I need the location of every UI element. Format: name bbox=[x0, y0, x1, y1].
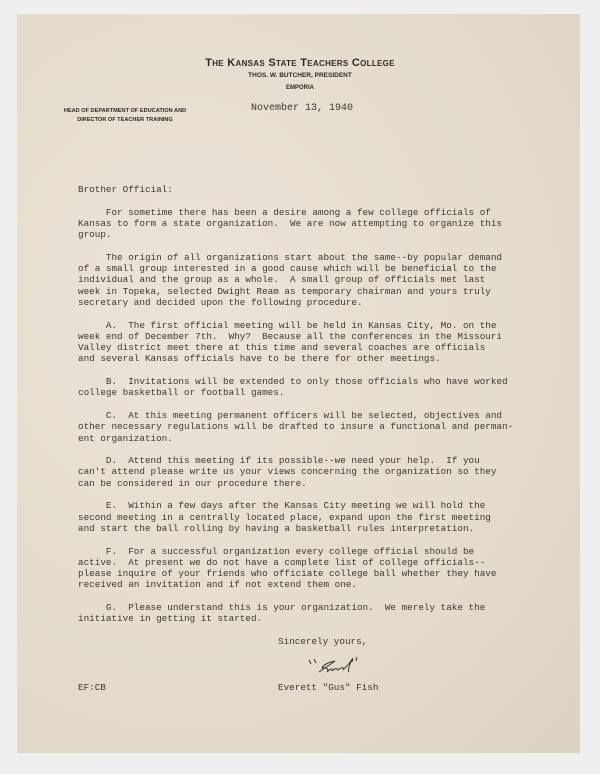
letter-date: November 13, 1940 bbox=[251, 103, 354, 114]
paragraph-line: received an invitation and if not extend them one. bbox=[78, 579, 357, 591]
paragraph-line: other necessary regulations will be drafted to insure a functional and perman- bbox=[78, 421, 514, 433]
paragraph-line: active. At present we do not have a complete list of college officials-- bbox=[78, 556, 486, 568]
paragraph-line: secretary and decided upon the following procedure. bbox=[78, 296, 363, 308]
paragraph-line: Valley district meet there at this time and several coaches are officials bbox=[78, 342, 486, 354]
paragraph-line: week end of December 7th. Why? Because all the conferences in the Missouri bbox=[78, 330, 503, 342]
letter-body bbox=[78, 184, 513, 625]
letterhead-department-line2: DIRECTOR OF TEACHER TRAINING bbox=[77, 117, 173, 123]
letterhead-department-line1: HEAD OF DEPARTMENT OF EDUCATION AND bbox=[63, 108, 187, 114]
closing: Sincerely yours, bbox=[278, 636, 368, 647]
paragraph-line: E. Within a few days after the Kansas City meeting we will hold the bbox=[78, 500, 486, 512]
paragraph-line: individual and the group as a whole. A small group of officials met last bbox=[78, 274, 486, 286]
letterhead-president: THOS. W. BUTCHER, PRESIDENT bbox=[248, 72, 352, 79]
letterhead-city: EMPORIA bbox=[285, 85, 314, 91]
paragraph-line: week in Topeka, selected Dwight Ream as temporary chairman and yours truly bbox=[78, 285, 491, 297]
paragraph-line: A. The first official meeting will be held in Kansas City, Mo. on the bbox=[78, 319, 497, 331]
paragraph-line: Kansas to form a state organization. We are now attempting to organize this bbox=[78, 217, 503, 229]
paragraph-line: D. Attend this meeting if its possible--we need your help. If you bbox=[78, 455, 480, 467]
paragraph-line: C. At this meeting permanent officers will be selected, objectives and bbox=[78, 409, 503, 421]
paragraph-line: B. Invitations will be extended to only those officials who have worked bbox=[78, 376, 508, 388]
paragraph-line: and several Kansas officials have to be there for other meetings. bbox=[78, 353, 441, 365]
paragraph-line: ent organization. bbox=[78, 432, 173, 444]
handwritten-signature bbox=[305, 656, 360, 683]
paragraph-line: and start the ball rolling by having a basketball rules interpretation. bbox=[78, 522, 475, 534]
blank-line bbox=[78, 489, 513, 500]
paragraph-line: of a small group interested in a good cause which will be beneficial to the bbox=[78, 263, 497, 275]
blank-line bbox=[78, 365, 513, 376]
letterhead-institution: The Kansas State Teachers College bbox=[205, 57, 395, 69]
blank-line bbox=[78, 591, 513, 602]
blank-line bbox=[78, 195, 513, 206]
signer-name: Everett "Gus" Fish bbox=[278, 682, 379, 693]
paragraph-line: group. bbox=[78, 229, 112, 241]
blank-line bbox=[78, 240, 513, 251]
salutation: Brother Official: bbox=[78, 184, 173, 195]
paragraph-line: can't attend please write us your views concerning the organization so they bbox=[78, 466, 497, 478]
paragraph-line: The origin of all organizations start about the same--by popular demand bbox=[78, 251, 503, 263]
paragraph-line: F. For a successful organization every college official should be bbox=[78, 545, 475, 557]
paragraph-line: second meeting in a centrally located place, expand upon the first meeting bbox=[78, 511, 491, 523]
blank-line bbox=[78, 308, 513, 319]
blank-line bbox=[78, 444, 513, 455]
blank-line bbox=[78, 534, 513, 545]
blank-line bbox=[78, 399, 513, 410]
paragraph-line: G. Please understand this is your organization. We merely take the bbox=[78, 601, 486, 613]
paragraph-line: college basketball or football games. bbox=[78, 387, 285, 399]
paragraph-line: initiative in getting it started. bbox=[78, 613, 263, 625]
paragraph-line: can be considered in our procedure there. bbox=[78, 477, 307, 489]
paragraph-line: For sometime there has been a desire among a few college officials of bbox=[78, 206, 491, 218]
paragraph-line: please inquire of your friends who officiate college ball whether they have bbox=[78, 568, 497, 580]
typist-initials: EF:CB bbox=[78, 682, 106, 693]
